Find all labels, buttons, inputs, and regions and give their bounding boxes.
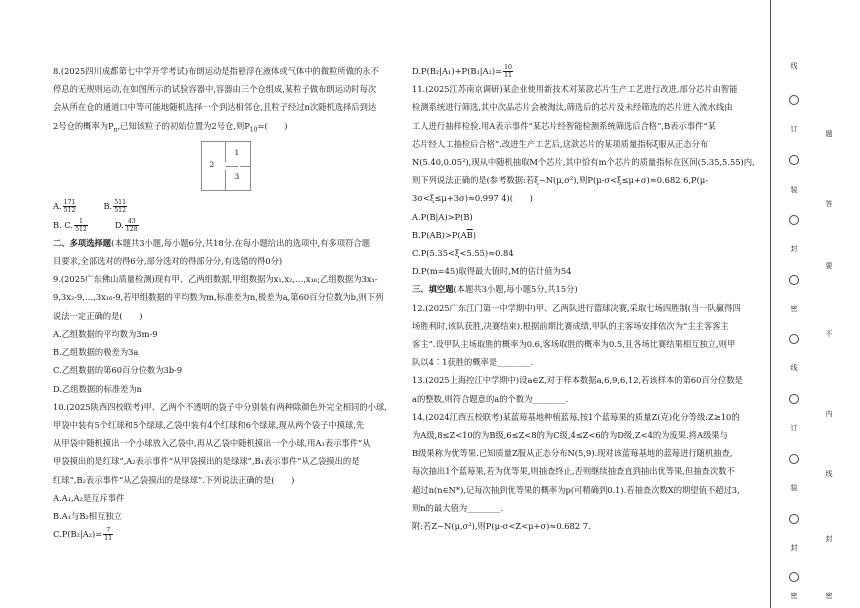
q11-line-6: 则下列说法正确的是(参考数据:若ξ~N(μ,σ²),则P(μ-σ<ξ≤μ+σ)≈0.682 6,P(μ-: [412, 175, 709, 186]
binding-rule: [770, 0, 771, 608]
seal-char: 封: [790, 544, 798, 552]
q14-line-3: B级果称为优等果.已知质量Z服从正态分布N(5,9).现对该蓝莓基地的蓝莓进行随机抽查,: [412, 448, 733, 459]
q8-option-b: B. $\frac{511}{512}$: [103, 199, 127, 215]
binding-hole-icon: [789, 334, 799, 344]
q10-option-b: B.A₁与B₂相互独立: [53, 510, 122, 521]
seal-char: 密: [790, 592, 798, 600]
q9-option-c: C.乙组数据的第60百分位数为3b-9: [53, 365, 183, 376]
seal-char: 线: [825, 470, 833, 478]
q10-option-c: C.P(B₂|A₂)= $\frac{7}{11}$: [53, 527, 113, 543]
q8-option-a: A. $\frac{171}{512}$: [53, 199, 76, 215]
q10-line-2: 甲袋中装有5个红球和5个绿球,乙袋中装有4个红球和6个绿球,现从两个袋子中摸球,先: [53, 419, 365, 430]
q14-line-1: 14.(2024江西五校联考)某蓝莓基地种植蓝莓,按1个蓝莓果的质量Z(克)化分等级:Z≥10的: [412, 411, 740, 422]
section-2-desc: 目要求,全部选对的得6分,部分选对的得部分分,有选错的得0分): [53, 256, 283, 267]
seal-char: 答: [825, 200, 833, 208]
binding-hole-icon: [789, 155, 799, 165]
q14-line-4: 每次抽出1个蓝莓果,若为优等果,则抽查终止,否则继续抽查直到抽出优等果,但抽查次数不: [412, 466, 735, 477]
q11-option-d: D.P(m=45)取得最大值时,M的估计值为54: [412, 266, 572, 277]
q10-line-1: 10.(2025陕西四校联考)甲、乙两个不透明的袋子中分别装有两种除颜色外完全相同的小球,: [53, 401, 387, 412]
q11-line-2: 检测系统进行筛选,其中次品芯片会被淘汰,筛选后的芯片及未经筛选的芯片进入流水线由: [412, 102, 733, 113]
seal-char: 要: [825, 262, 833, 270]
seal-char: 内: [825, 410, 833, 418]
q8-line-2: 停息的无规则运动,在如图所示的试验容器中,容器由三个仓组成,某粒子做布朗运动时每次: [53, 84, 377, 95]
binding-hole-icon: [789, 95, 799, 105]
seal-char: 线: [790, 364, 798, 372]
seal-char: 订: [790, 424, 798, 432]
seal-char: 题: [825, 130, 833, 138]
q8-option-d: D. $\frac{43}{128}$: [114, 217, 138, 233]
q11-line-4: 芯片经人工抽检后合格”.改进生产工艺后,这款芯片的某项质量指标ξ服从正态分布: [412, 138, 709, 149]
q11-line-3: 工人进行抽样检验.用A表示事件“某芯片经智能检测系统筛选后合格”,B表示事件“某: [412, 120, 716, 131]
q10-line-5: 红球”,B₂表示事件“从乙袋摸出的是绿球”.下列说法正确的是( ): [53, 474, 295, 485]
binding-hole-icon: [789, 514, 799, 524]
seal-column-inner: [822, 0, 836, 608]
chamber-label-2: 2: [209, 160, 215, 170]
binding-hole-icon: [789, 572, 799, 582]
right-column: [412, 62, 766, 535]
q12-line-3: 客主”.设甲队主场取胜的概率为0.6,客场取胜的概率为0.5,且各场比赛结果相互独立,则甲: [412, 339, 736, 350]
q12-line-2: 场胜利时,该队获胜,决赛结束).根据前期比赛成绩,甲队的主客场安排依次为“主主客客主: [412, 320, 729, 331]
seal-char: 线: [790, 62, 798, 70]
q11-line-5: N(5.40,0.05²),现从中随机抽取M个芯片,其中恰有m个芯片的质量指标在区间(5.35,5.55)内,: [412, 157, 755, 168]
seal-char: 订: [790, 125, 798, 133]
q14-line-5: 超过n(n∈N*),记每次抽到优等果的概率为p(可精确到0.1).若抽查次数X的期望值不超过3,: [412, 484, 740, 495]
q9-option-a: A.乙组数据的平均数为3m-9: [53, 328, 158, 339]
seal-char: 装: [790, 484, 798, 492]
left-column: [53, 62, 398, 543]
q8-options-row-2: [53, 216, 398, 234]
q13-line-2: a的整数,则符合题意的a的个数为________.: [412, 393, 569, 404]
q14-line-6: 则n的最大值为________.: [412, 502, 503, 513]
q12-line-4: 队以4∶1获胜的概率是________.: [412, 357, 534, 368]
container-diagram: [201, 141, 251, 191]
q9-line-1: 9.(2025广东佛山质量检测)现有甲、乙两组数据,甲组数据为x₁,x₂,…,x₁₆;乙组数据为3x₁-: [53, 274, 378, 285]
seal-char: 密: [790, 305, 798, 313]
seal-char: 不: [825, 330, 833, 338]
q11-line-1: 11.(2025江苏南京调研)某企业使用新技术对某款芯片生产工艺进行改进,部分芯片由智能: [412, 84, 738, 95]
binding-margin: [770, 0, 860, 608]
chamber-label-3: 3: [234, 172, 240, 182]
section-2-heading: 二、多项选择题(本题共3小题,每小题6分,共18分.在每小题给出的选项中,有多项符合题: [53, 237, 371, 248]
seal-column-outer: [787, 0, 801, 608]
q10-line-4: 甲袋摸出的是红球”,A₂表示事件“从甲袋摸出的是绿球”,B₁表示事件“从乙袋摸出的是: [53, 456, 360, 467]
q8-option-c: B. C. $\frac{1}{512}$: [53, 217, 87, 233]
seal-char: 封: [825, 535, 833, 543]
binding-hole-icon: [789, 454, 799, 464]
q9-option-b: B.乙组数据的极差为3a: [53, 347, 139, 358]
q10-option-a: A.A₁,A₂是互斥事件: [53, 492, 125, 503]
q8-options-row-1: [53, 197, 398, 215]
q8-line-1: 8.(2025四川成都第七中学开学考试)布朗运动是指悬浮在液体或气体中的微粒所做的永不: [53, 66, 379, 76]
section-3-heading: 三、填空题(本题共3小题,每小题5分,共15分): [412, 284, 578, 295]
q12-line-1: 12.(2025广东江门第一中学期中)甲、乙两队进行篮球决赛,采取七场四胜制(当一队赢得四: [412, 302, 741, 313]
q11-line-7: 3σ<ξ≤μ+3σ)≈0.997 4)( ): [412, 193, 533, 204]
seal-char: 封: [790, 245, 798, 253]
q8-line-3: 会从所在仓的通道口中等可能地随机选择一个到达相邻仓,且粒子经过n次随机选择后到达: [53, 102, 377, 113]
q14-appendix: 附:若Z~N(μ,σ²),则P(μ-σ<Z<μ+σ)≈0.682 7.: [412, 521, 591, 532]
q11-option-c: C.P(5.35<ξ<5.55)≈0.84: [412, 248, 514, 259]
seal-char: 装: [790, 186, 798, 194]
q13-line-1: 13.(2025上海控江中学期中)设a∈Z,对于样本数据a,6,9,6,12,若该样本的第60百分位数是: [412, 375, 743, 386]
q11-option-a: A.P(B|A)>P(B): [412, 211, 473, 222]
binding-hole-icon: [789, 394, 799, 404]
binding-hole-icon: [789, 275, 799, 285]
q11-option-b: $B.P(AB)>P(A\overline{B})$: [412, 229, 477, 240]
q9-line-2: 9,3x₂-9,…,3x₁₆-9,若甲组数据的平均数为m,标准差为n,极差为a,第60百分位数为b,则下列: [53, 292, 384, 303]
q9-option-d: D.乙组数据的标准差为n: [53, 383, 143, 394]
q14-line-2: 为A级,8≤Z<10的为B级,6≤Z<8的为C级,4≤Z<6的为D级,Z<4的为废果.将A级果与: [412, 430, 728, 441]
chamber-label-1: 1: [234, 148, 240, 158]
q10-line-3: 从甲袋中随机摸出一个小球放入乙袋中,再从乙袋中随机摸出一个小球,用A₁表示事件“从: [53, 438, 371, 449]
q8-line-4: 2号仓的概率为$P_n$,已知该粒子的初始位置为2号仓,则$P_{10}=$( ): [53, 120, 288, 134]
q8-figure: [53, 141, 398, 191]
q10-option-d: D.P(B₂|A₁)+P(B₁|A₂)= $\frac{10}{11}$: [412, 64, 512, 79]
seal-char: 密: [825, 592, 833, 600]
q9-line-3: 说法一定正确的是( ): [53, 310, 143, 321]
binding-hole-icon: [789, 215, 799, 225]
